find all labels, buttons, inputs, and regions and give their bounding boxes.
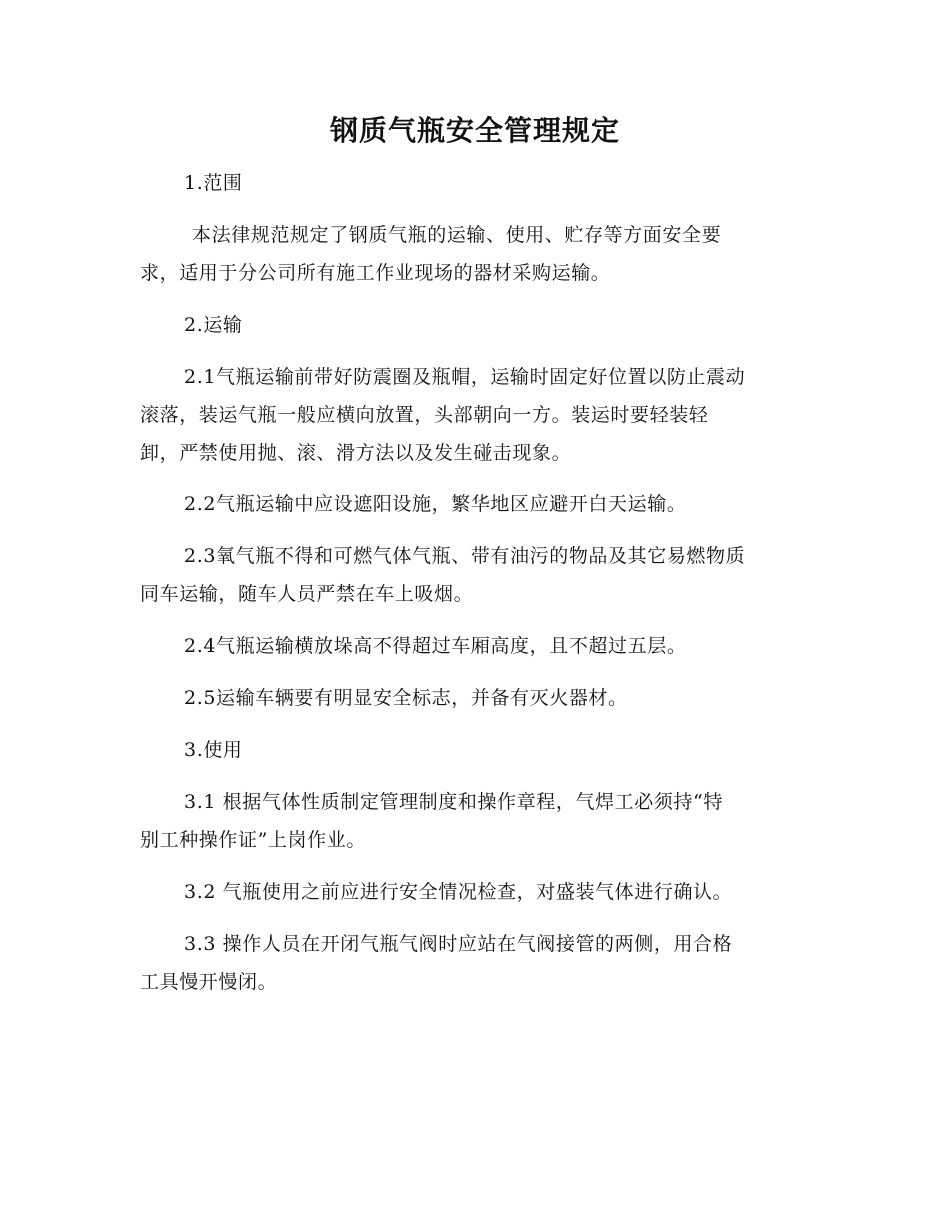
text-line: 滚落，装运气瓶一般应横向放置，头部朝向一方。装运时要轻装轻: [140, 404, 709, 426]
text-line: 3.2 气瓶使用之前应进行安全情况检查，对盛装气体进行确认。: [184, 881, 733, 903]
clause-2-4: [140, 627, 820, 665]
text-line: 本法律规范规定了钢质气瓶的运输、使用、贮存等方面安全要: [192, 224, 722, 246]
section-heading-transport: [140, 306, 820, 344]
clause-2-2: [140, 485, 820, 523]
text-line: 2.3氧气瓶不得和可燃气体气瓶、带有油污的物品及其它易燃物质: [184, 545, 746, 567]
clause-3-1: [140, 783, 820, 859]
section-heading-use: [140, 731, 820, 769]
clause-3-2: [140, 873, 820, 911]
text-line: 2.5运输车辆要有明显安全标志，并备有灭火器材。: [184, 687, 628, 709]
paragraph-scope-body: [140, 216, 820, 292]
text-line: 2.运输: [184, 314, 243, 336]
clause-2-3: [140, 537, 820, 613]
text-line: 3.1 根据气体性质制定管理制度和操作章程，气焊工必须持“特: [184, 791, 723, 813]
text-line: 别工种操作证”上岗作业。: [140, 829, 366, 851]
clause-2-1: [140, 358, 820, 472]
text-line: 1.范围: [184, 172, 243, 194]
text-line: 2.4气瓶运输横放垛高不得超过车厢高度，且不超过五层。: [184, 635, 687, 657]
text-line: 卸，严禁使用抛、滚、滑方法以及发生碰击现象。: [140, 442, 572, 464]
text-line: 2.2气瓶运输中应设遮阳设施，繁华地区应避开白天运输。: [184, 493, 687, 515]
text-line: 3.使用: [184, 739, 243, 761]
text-line: 求，适用于分公司所有施工作业现场的器材采购运输。: [140, 262, 611, 284]
clause-2-5: [140, 679, 820, 717]
document-title: 钢质气瓶安全管理规定: [329, 114, 620, 147]
clause-3-3: [140, 925, 820, 1001]
text-line: 2.1气瓶运输前带好防震圈及瓶帽，运输时固定好位置以防止震动: [184, 366, 746, 388]
text-line: 同车运输，随车人员严禁在车上吸烟。: [140, 583, 474, 605]
section-heading-scope: [140, 164, 820, 202]
text-line: 3.3 操作人员在开闭气瓶气阀时应站在气阀接管的两侧，用合格: [184, 933, 733, 955]
text-line: 工具慢开慢闭。: [140, 971, 278, 993]
